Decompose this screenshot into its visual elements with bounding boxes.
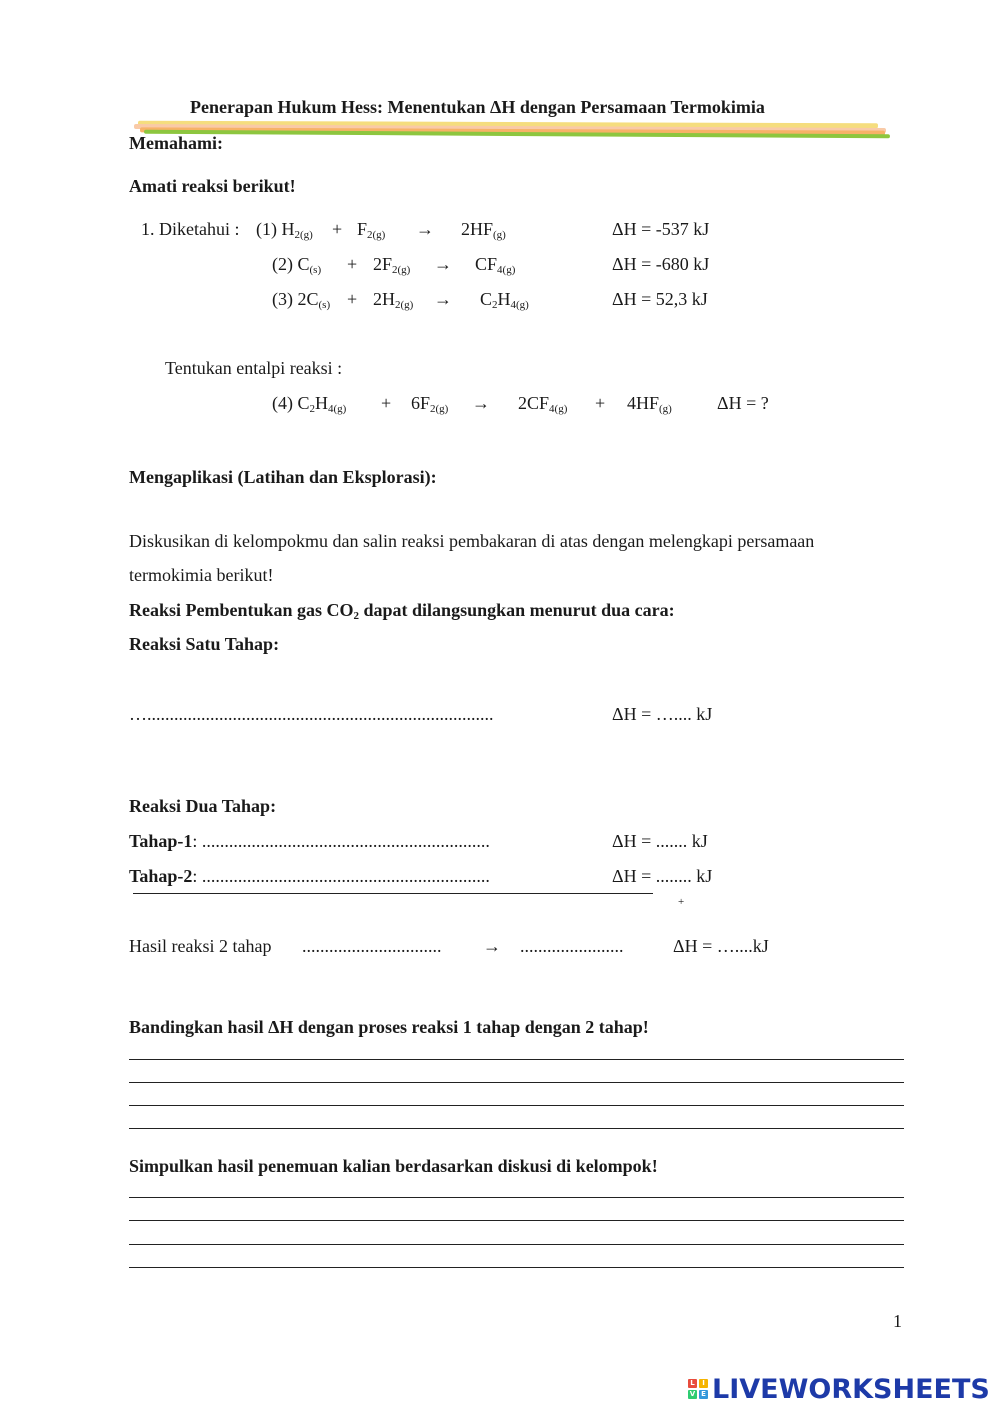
arrow-icon: → — [472, 393, 490, 413]
problem-intro: 1. Diketahui : — [141, 219, 240, 239]
reaction-4-reactant-2: $6F_{2(g)}$ — [411, 393, 449, 415]
arrow-icon: → — [434, 289, 452, 309]
arrow-icon: → — [483, 936, 501, 956]
plus-sign: + — [347, 289, 358, 309]
answer-line[interactable] — [129, 1197, 904, 1198]
diskusi-line-1: Diskusikan di kelompokmu dan salin reaksi pembakaran di atas dengan melengkapi persamaan — [129, 531, 815, 551]
satu-tahap-input[interactable]: …............................................................................. — [129, 704, 494, 724]
answer-line[interactable] — [129, 1244, 904, 1245]
hasil-label: Hasil reaksi 2 tahap — [129, 936, 272, 956]
reaction-3: (3) $2C_{(s)}$ — [272, 289, 331, 311]
tahap-1-input[interactable]: : ................................................................ — [192, 831, 490, 851]
dua-tahap-heading: Reaksi Dua Tahap: — [129, 796, 277, 816]
tahap-1-row: Tahap-1: ................................................................ — [129, 831, 490, 851]
page-title: Penerapan Hukum Hess: Menentukan ΔH dengan Persamaan Termokimia — [190, 97, 765, 117]
liveworksheets-logo — [688, 1374, 990, 1404]
reaction-1-product: $2HF_{(g)}$ — [461, 219, 506, 241]
hasil-input-reactants[interactable]: ............................... — [302, 936, 442, 956]
answer-line[interactable] — [129, 1105, 904, 1106]
plus-sign: + — [595, 393, 606, 413]
answer-line[interactable] — [129, 1220, 904, 1221]
page-number: 1 — [893, 1311, 902, 1331]
reaction-3-product: $C_2H_{4(g)}$ — [480, 289, 529, 311]
reaction-3-dh: ΔH = 52,3 kJ — [612, 289, 708, 309]
instruction-amati: Amati reaksi berikut! — [129, 176, 296, 196]
reaction-4-product-1: $2CF_{4(g)}$ — [518, 393, 568, 415]
sum-rule — [133, 893, 653, 894]
answer-line[interactable] — [129, 1082, 904, 1083]
reaction-2: (2) $C_{(s)}$ — [272, 254, 322, 276]
answer-line[interactable] — [129, 1267, 904, 1268]
section-mengaplikasi: Mengaplikasi (Latihan dan Eksplorasi): — [129, 467, 437, 487]
reaction-3-reactant-2: $2H_{2(g)}$ — [373, 289, 414, 311]
reaction-1-reactant-2: $F_{2(g)}$ — [357, 219, 386, 241]
plus-sign: + — [332, 219, 343, 239]
sum-plus-sign: + — [678, 896, 685, 908]
simpulkan-question: Simpulkan hasil penemuan kalian berdasarkan diskusi di kelompok! — [129, 1156, 658, 1176]
reaction-4-product-2: $4HF_{(g)}$ — [627, 393, 672, 415]
reaction-1-dh: ΔH = -537 kJ — [612, 219, 710, 239]
reaction-4: (4) $C_2H_{4(g)}$ — [272, 393, 347, 415]
pembentukan-heading: Reaksi Pembentukan gas $CO_2$ dapat dilangsungkan menurut dua cara: — [129, 600, 675, 622]
logo-text: LIVEWORKSHEETS — [712, 1373, 990, 1405]
reaction-2-reactant-2: $2F_{2(g)}$ — [373, 254, 411, 276]
title-decoration — [130, 118, 890, 142]
tahap-2-row: Tahap-2: ................................................................ — [129, 866, 490, 886]
plus-sign: + — [347, 254, 358, 274]
logo-grid-icon: L I V E — [688, 1379, 708, 1399]
section-memahami: Memahami: — [129, 133, 223, 153]
reaction-2-product: $CF_{4(g)}$ — [475, 254, 516, 276]
plus-sign: + — [381, 393, 392, 413]
answer-line[interactable] — [129, 1128, 904, 1129]
answer-line[interactable] — [129, 1059, 904, 1060]
diskusi-line-2: termokimia berikut! — [129, 565, 274, 585]
reaction-1: (1) $H_{2(g)}$ — [256, 219, 313, 241]
satu-tahap-dh: ΔH = ….... kJ — [612, 704, 713, 724]
arrow-icon: → — [434, 254, 452, 274]
reaction-4-dh: ΔH = ? — [717, 393, 769, 413]
bandingkan-question: Bandingkan hasil ΔH dengan proses reaksi 1 tahap dengan 2 tahap! — [129, 1017, 649, 1037]
tahap-1-dh: ΔH = ....... kJ — [612, 831, 708, 851]
arrow-icon: → — [416, 219, 434, 239]
instruction-tentukan: Tentukan entalpi reaksi : — [165, 358, 343, 378]
reaction-2-dh: ΔH = -680 kJ — [612, 254, 710, 274]
tahap-2-input[interactable]: : ................................................................ — [192, 866, 490, 886]
hasil-dh: ΔH = …....kJ — [673, 936, 769, 956]
tahap-2-dh: ΔH = ........ kJ — [612, 866, 713, 886]
satu-tahap-heading: Reaksi Satu Tahap: — [129, 634, 280, 654]
hasil-input-products[interactable]: ....................... — [520, 936, 624, 956]
